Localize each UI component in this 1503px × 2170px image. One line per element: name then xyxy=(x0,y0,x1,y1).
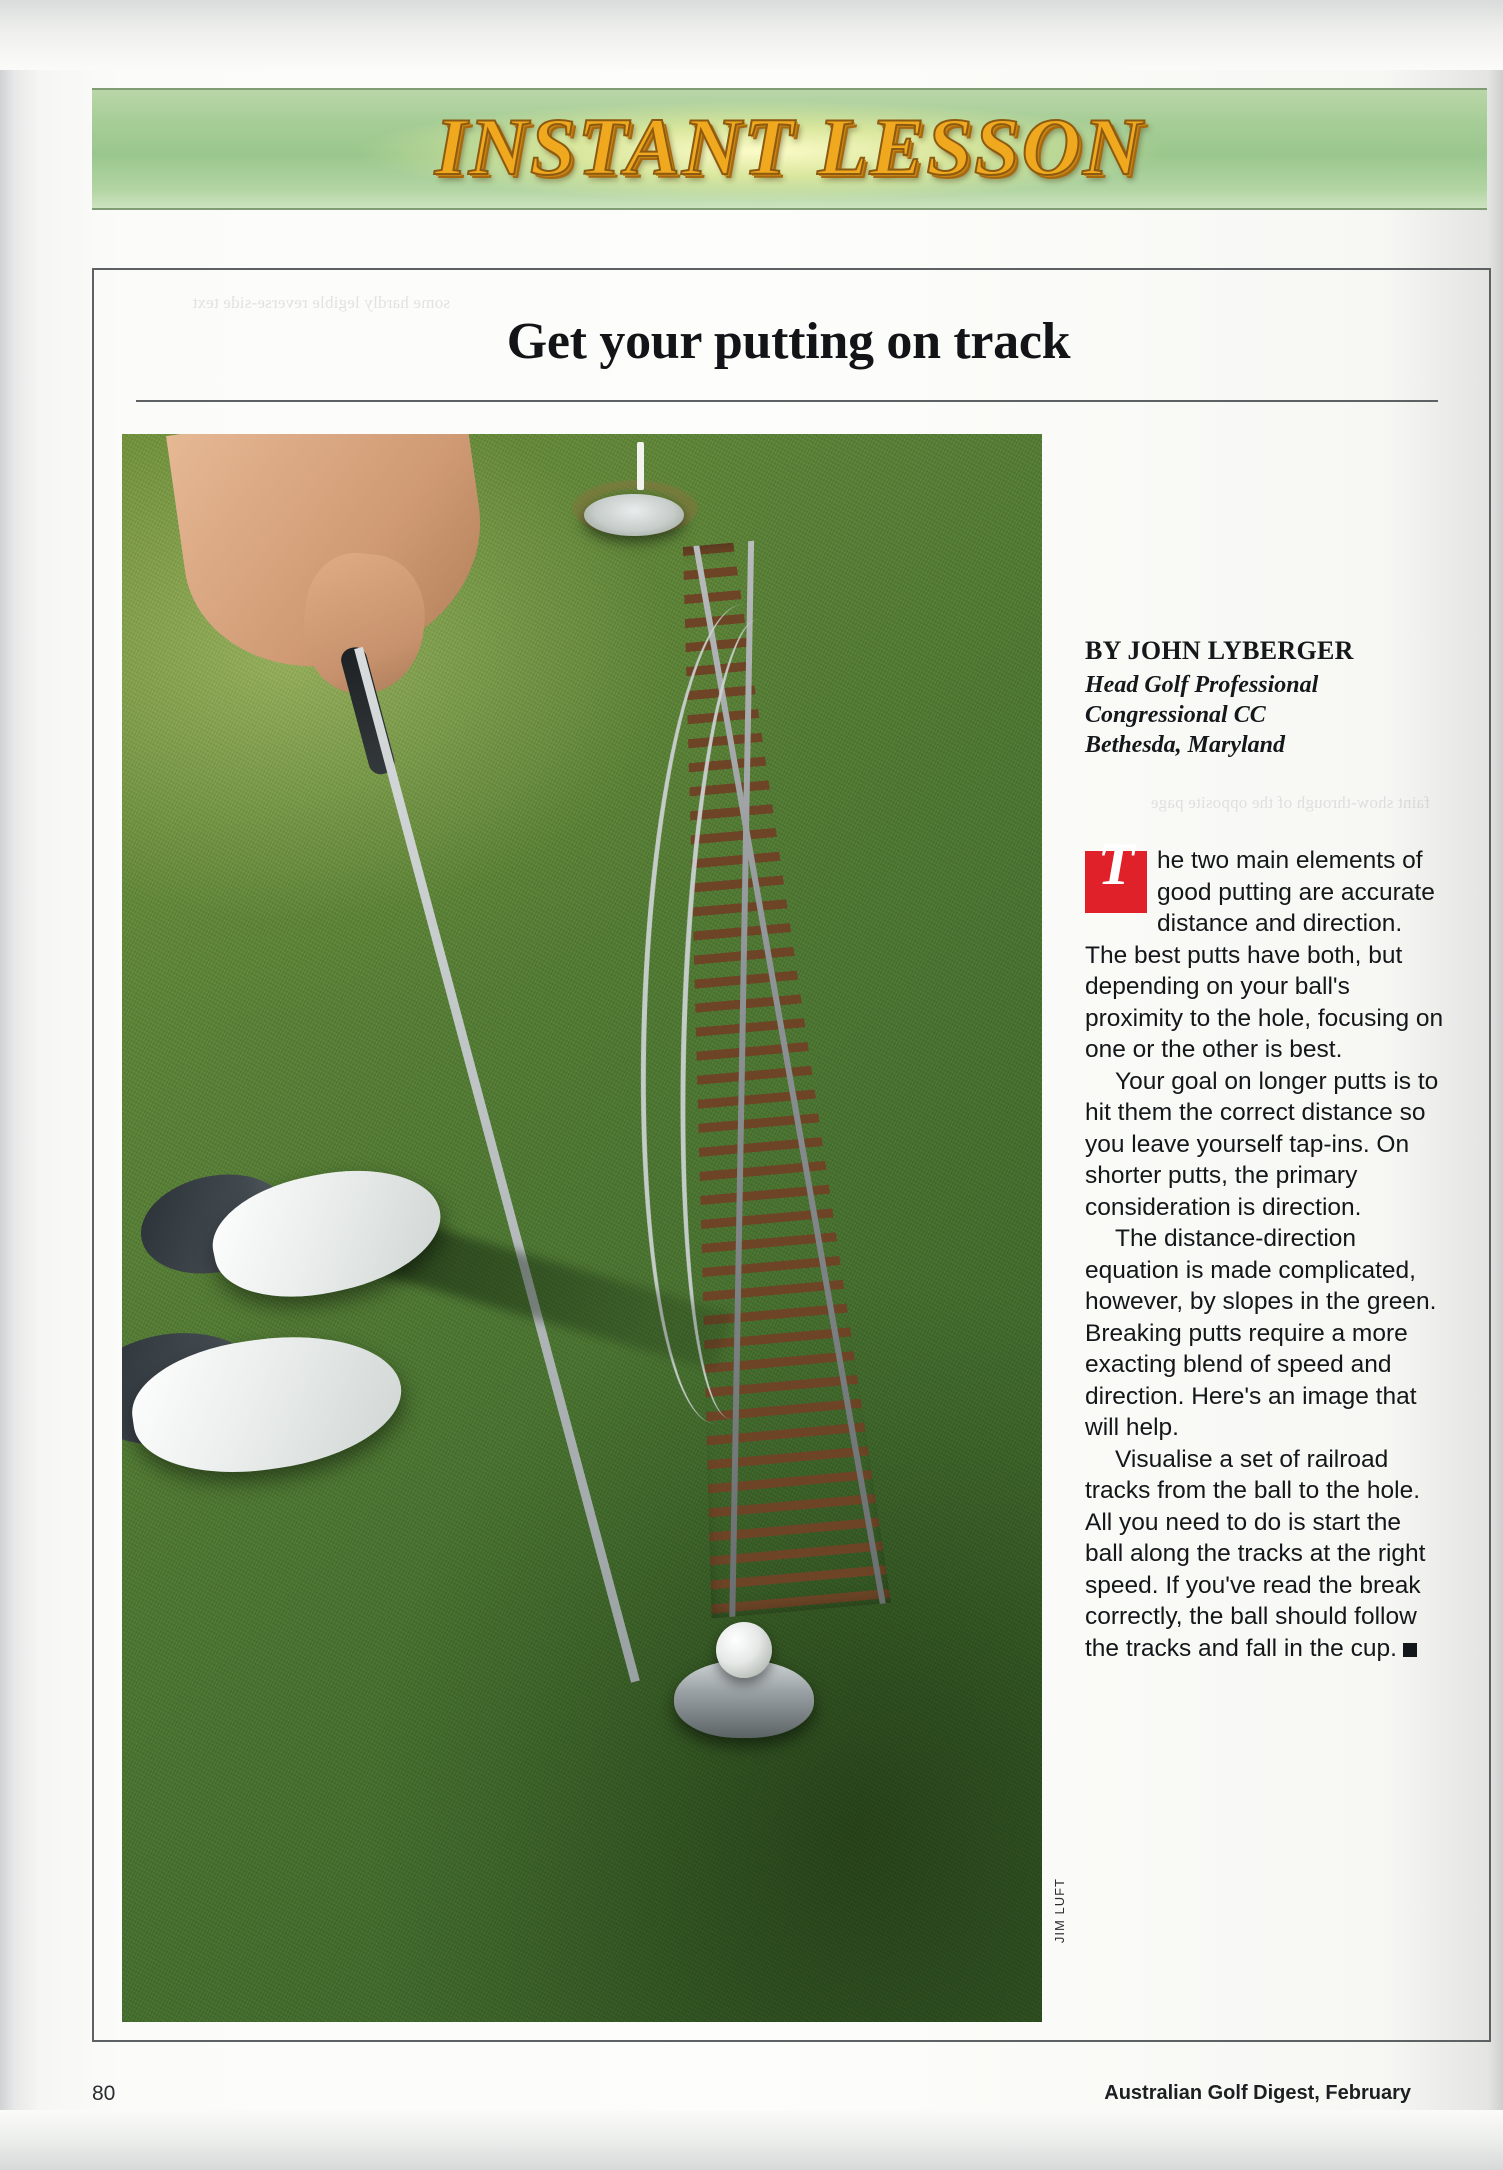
body-paragraph-2: Your goal on longer putts is to hit them the correct distance so you leave yourself tap-ins. On shorter putts, the primary consideration is direction. xyxy=(1085,1067,1439,1221)
body-paragraph-3: The distance-direction equation is made complicated, however, by slopes in the green. Breaking putts require a more exacting blend of speed and direction. Here's an image that will help. xyxy=(1085,1225,1437,1441)
scan-bottom-shadow xyxy=(0,2110,1503,2170)
drop-cap-letter: T xyxy=(1097,831,1135,897)
byline-author: BY JOHN LYBERGER xyxy=(1085,636,1354,665)
body-paragraph-4-text: Visualise a set of railroad tracks from the ball to the hole. All you need to do is start the ball along the tracks at the right speed. If you've read the break correctly, the ball should follow the tracks and fall in the cup. xyxy=(1085,1445,1426,1662)
golf-hole xyxy=(584,494,684,536)
golf-ball xyxy=(716,1622,772,1678)
byline-club: Congressional CC xyxy=(1085,702,1266,728)
page-title: Get your putting on track xyxy=(506,313,1071,370)
flagstick xyxy=(637,442,644,490)
end-mark xyxy=(1403,1643,1417,1657)
page-number: 80 xyxy=(92,2082,116,2105)
byline-location: Bethesda, Maryland xyxy=(1085,732,1286,758)
body-paragraph-1: he two main elements of good putting are accurate distance and direction. The best putts have both, but depending on your ball's proximity to the hole, focusing on one or the other is best. xyxy=(1085,847,1444,1063)
bleed-through-left: some hardly legible reverse-side text xyxy=(192,293,450,312)
photo-credit: JIM LUFT xyxy=(1052,1878,1067,1944)
instant-lesson-banner xyxy=(92,88,1487,210)
byline-details xyxy=(1085,670,1425,760)
article-body xyxy=(1085,831,1445,1664)
publication-footer: Australian Golf Digest, February xyxy=(1104,2082,1411,2104)
headline-divider xyxy=(136,400,1438,402)
banner-title: INSTANT LESSON xyxy=(434,101,1145,192)
drop-cap xyxy=(1085,831,1147,913)
byline xyxy=(1085,636,1425,760)
byline-job-title: Head Golf Professional xyxy=(1085,672,1319,698)
bleed-through-right: faint show-through of the opposite page xyxy=(1150,793,1430,812)
scan-top-shadow xyxy=(0,0,1503,70)
lesson-photo xyxy=(122,434,1042,2022)
body-paragraph-4 xyxy=(1085,1444,1445,1665)
